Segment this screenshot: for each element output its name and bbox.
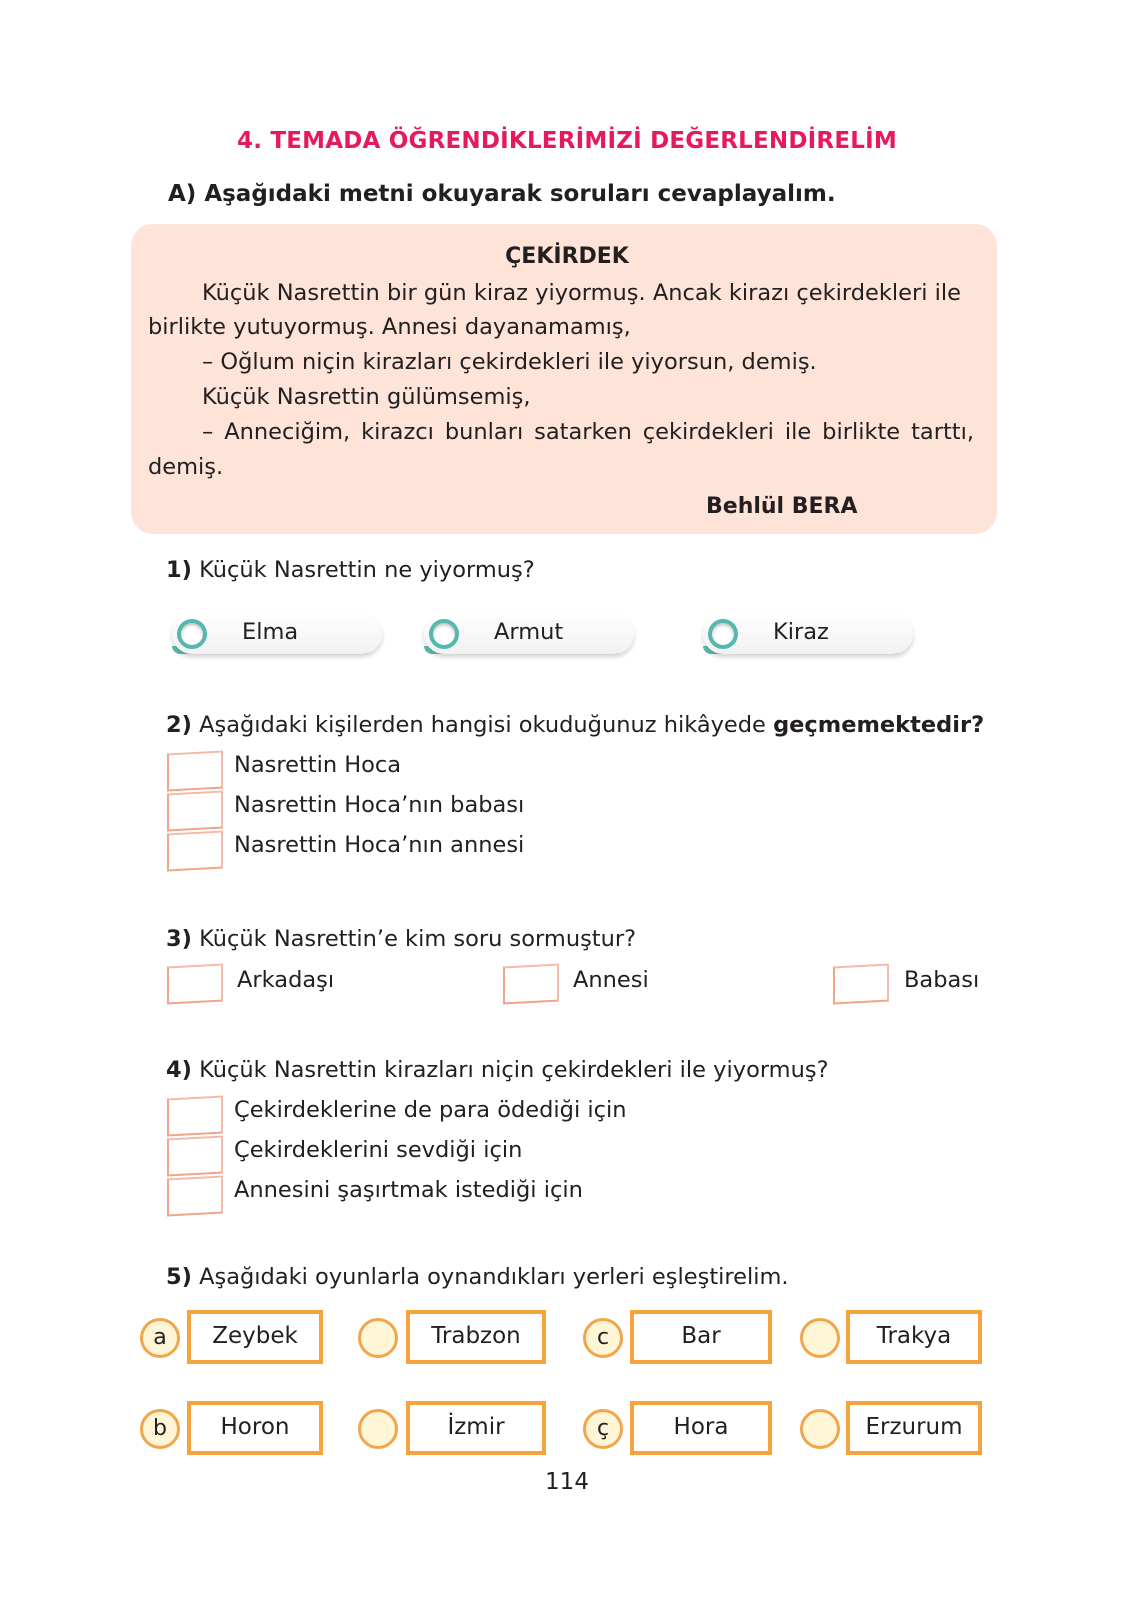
story-line: demiş.	[148, 454, 224, 480]
page-title: 4. TEMADA ÖĞRENDİKLERİMİZİ DEĞERLENDİRELİM	[237, 128, 897, 154]
option-label: Çekirdeklerine de para ödediği için	[234, 1097, 627, 1123]
match-circle[interactable]	[800, 1409, 840, 1449]
place-label: İzmir	[447, 1414, 505, 1440]
game-label: Hora	[673, 1414, 729, 1440]
question-3	[166, 926, 636, 952]
checkbox[interactable]	[167, 1176, 223, 1217]
option-armut[interactable]	[424, 614, 634, 664]
question-2	[166, 712, 984, 738]
option-label: Annesi	[573, 967, 649, 993]
checkbox[interactable]	[167, 964, 223, 1005]
story-line: – Oğlum niçin kirazları çekirdekleri ile yiyorsun, demiş.	[202, 349, 817, 375]
game-box	[187, 1401, 323, 1455]
option-label: Arkadaşı	[237, 967, 335, 993]
story-line: Küçük Nasrettin bir gün kiraz yiyormuş. Ancak kirazı çekirdekleri ile	[202, 280, 961, 306]
radio-icon[interactable]	[429, 619, 459, 649]
place-box	[406, 1401, 546, 1455]
story-author: Behlül BERA	[706, 494, 858, 519]
question-5	[166, 1264, 789, 1290]
game-label: Zeybek	[212, 1323, 298, 1349]
question-number: 4)	[166, 1057, 192, 1083]
match-circle[interactable]	[800, 1318, 840, 1358]
place-box	[406, 1310, 546, 1364]
checkbox[interactable]	[167, 1136, 223, 1177]
option-elma[interactable]	[172, 614, 382, 664]
option-label: Çekirdeklerini sevdiği için	[234, 1137, 523, 1163]
story-title: ÇEKİRDEK	[505, 244, 629, 269]
place-label: Erzurum	[865, 1414, 963, 1440]
story-box	[131, 224, 997, 534]
page-number: 114	[545, 1469, 589, 1495]
match-letter-c-cedilla: ç	[583, 1409, 623, 1449]
match-circle[interactable]	[358, 1318, 398, 1358]
story-line: Küçük Nasrettin gülümsemiş,	[202, 384, 531, 410]
option-label: Annesini şaşırtmak istediği için	[234, 1177, 583, 1203]
checkbox[interactable]	[167, 831, 223, 872]
question-emphasis: geçmemektedir?	[773, 712, 985, 738]
game-box	[630, 1401, 772, 1455]
option-label: Elma	[242, 619, 299, 645]
place-box	[846, 1401, 982, 1455]
checkbox[interactable]	[167, 791, 223, 832]
story-line: – Anneciğim, kirazcı bunları satarken çekirdekleri ile birlikte tarttı,	[202, 419, 974, 445]
option-label: Nasrettin Hoca	[234, 752, 402, 778]
place-label: Trabzon	[431, 1323, 521, 1349]
question-number: 2)	[166, 712, 192, 738]
match-circle[interactable]	[358, 1409, 398, 1449]
radio-icon[interactable]	[177, 619, 207, 649]
option-label: Armut	[494, 619, 564, 645]
option-label: Nasrettin Hoca’nın babası	[234, 792, 525, 818]
question-number: 5)	[166, 1264, 192, 1290]
section-heading: A) Aşağıdaki metni okuyarak soruları cevaplayalım.	[168, 181, 836, 207]
checkbox[interactable]	[503, 964, 559, 1005]
game-box	[630, 1310, 772, 1364]
question-text: Aşağıdaki oyunlarla oynandıkları yerleri eşleştirelim.	[199, 1264, 789, 1290]
question-4	[166, 1057, 829, 1083]
game-label: Horon	[220, 1414, 290, 1440]
radio-icon[interactable]	[708, 619, 738, 649]
match-letter-b: b	[140, 1409, 180, 1449]
place-box	[846, 1310, 982, 1364]
checkbox[interactable]	[167, 751, 223, 792]
place-label: Trakya	[876, 1323, 952, 1349]
game-box	[187, 1310, 323, 1364]
question-number: 1)	[166, 557, 192, 583]
match-letter-a: a	[140, 1318, 180, 1358]
question-text: Küçük Nasrettin kirazları niçin çekirdekleri ile yiyormuş?	[199, 1057, 829, 1083]
option-kiraz[interactable]	[703, 614, 913, 664]
checkbox[interactable]	[833, 964, 889, 1005]
option-label: Babası	[904, 967, 980, 993]
story-line: birlikte yutuyormuş. Annesi dayanamamış,	[148, 314, 631, 340]
game-label: Bar	[681, 1323, 721, 1349]
checkbox[interactable]	[167, 1096, 223, 1137]
option-label: Kiraz	[773, 619, 829, 645]
question-text: Aşağıdaki kişilerden hangisi okuduğunuz hikâyede	[199, 712, 766, 738]
option-label: Nasrettin Hoca’nın annesi	[234, 832, 525, 858]
question-text: Küçük Nasrettin’e kim soru sormuştur?	[199, 926, 637, 952]
match-letter-c: c	[583, 1318, 623, 1358]
question-text: Küçük Nasrettin ne yiyormuş?	[199, 557, 535, 583]
question-1	[166, 557, 535, 583]
question-number: 3)	[166, 926, 192, 952]
